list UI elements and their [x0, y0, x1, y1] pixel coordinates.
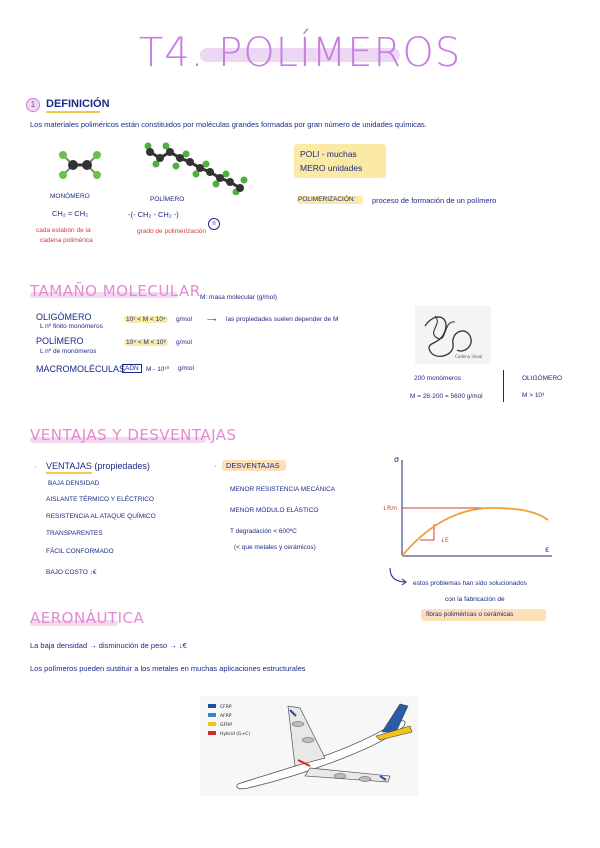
aero-heading: AERONÁUTICA	[30, 609, 145, 627]
right-b: M = 28·200 = 5600 g/mol	[410, 393, 483, 400]
curved-arrow-icon	[386, 566, 410, 586]
aero-line2: Los polímeros pueden sustituir a los metales en muchas aplicaciones estructurales	[30, 664, 306, 673]
polimerizacion-term: POLIMERIZACIÓN:	[298, 196, 356, 203]
ventaja-item: BAJO COSTO ↓€	[46, 569, 97, 576]
monomer-note-line2: cadena polimérica	[40, 237, 93, 244]
monomer-formula: CH₂ = CH₂	[52, 209, 89, 218]
right-c: OLIGÓMERO	[522, 375, 563, 382]
tamano-heading: TAMAÑO MOLECULAR	[30, 282, 201, 300]
definition-heading: DEFINICIÓN	[46, 98, 110, 110]
divider	[503, 370, 504, 402]
macro-range: M - 10¹⁰	[146, 366, 170, 373]
legend-gfrp: GFRP	[220, 723, 232, 728]
oligomero-range: 10² < M < 10⁴	[126, 316, 166, 323]
graph-e-label: ↓E	[440, 537, 449, 544]
polymer-note: grado de polimerización	[137, 228, 207, 235]
polymer-n: n	[208, 218, 220, 230]
ventajas-title: VENTAJAS (propiedades)	[46, 461, 150, 471]
desventaja-item: (< que metales y cerámicos)	[234, 544, 316, 551]
coiled-chain-image	[415, 306, 491, 364]
heading-underline	[46, 111, 100, 113]
polimero-units: g/mol	[176, 339, 192, 346]
right-d: M > 10³	[522, 392, 545, 399]
polymer-molecule-image	[140, 140, 250, 195]
legend-cfrp: CFRP	[220, 705, 232, 710]
polimero-range: 10⁴ < M < 10⁶	[126, 339, 167, 346]
oligomero-label: OLIGÓMERO	[36, 312, 92, 322]
polimero-sub: L nº de monómeros	[40, 348, 97, 355]
monomer-note-line1: cada eslabón de la	[36, 227, 91, 234]
img-caption: Cadena lineal	[455, 354, 483, 359]
monomer-molecule-image	[55, 145, 105, 185]
graph-x-label: ε	[545, 545, 550, 554]
polimerizacion-text: proceso de formación de un polímero	[372, 196, 497, 205]
stress-strain-curve	[402, 508, 548, 556]
polimero-label: POLÍMERO	[36, 336, 84, 346]
desventaja-item: MENOR RESISTENCIA MECÁNICA	[230, 486, 336, 493]
legend-hybrid: Hybrid (G+C)	[220, 732, 251, 737]
macro-label: MACROMOLÉCULAS	[36, 364, 126, 374]
m-definition: M: masa molecular (g/mol)	[200, 294, 277, 301]
graph-y-label: σ	[394, 455, 400, 464]
ventaja-item: BAJA DENSIDAD	[48, 480, 100, 487]
oligomero-note: las propiedades suelen depender de M	[226, 316, 339, 323]
desventaja-item: MENOR MÓDULO ELÁSTICO	[230, 507, 319, 514]
graph-rm-label: ↓Rm	[382, 505, 398, 512]
ventajas-heading: VENTAJAS Y DESVENTAJAS	[30, 426, 237, 444]
aero-line1: La baja densidad → disminución de peso → ↓€	[30, 641, 187, 650]
title-underline	[46, 472, 92, 474]
desventaja-item: T degradación < 600ºC	[230, 528, 297, 535]
legend-afrp: AFRP	[220, 714, 232, 719]
mero-line: MERO unidades	[300, 163, 363, 173]
right-a: 200 monómeros	[414, 375, 461, 382]
desventajas-title: DESVENTAJAS	[226, 461, 280, 470]
stress-strain-graph	[382, 452, 558, 564]
ventaja-item: TRANSPARENTES	[46, 530, 103, 537]
airplane-composites-image	[200, 696, 418, 796]
monomer-label: MONÓMERO	[50, 193, 90, 200]
ventaja-item: AISLANTE TÉRMICO Y ELÉCTRICO	[46, 496, 154, 503]
polymer-formula: -(- CH₂ - CH₂ -)	[128, 210, 179, 219]
macro-units: g/mol	[178, 365, 194, 372]
bullet: ·	[34, 462, 37, 471]
page-title: T4. POLÍMEROS	[138, 30, 462, 76]
oligomero-units: g/mol	[176, 316, 192, 323]
oligomero-sub: L nº finito monómeros	[40, 323, 103, 330]
poli-line: POLI - muchas	[300, 149, 357, 159]
ventaja-item: RESISTENCIA AL ATAQUE QUÍMICO	[46, 513, 156, 520]
macro-box: ADN	[122, 364, 142, 373]
note-line1: estos problemas han sido solucionados	[413, 580, 527, 587]
note-line3: fibras poliméricas o cerámicas	[426, 611, 514, 618]
bullet: ·	[214, 461, 217, 470]
polymer-label: POLÍMERO	[150, 196, 185, 203]
ventaja-item: FÁCIL CONFORMADO	[46, 548, 114, 555]
section-number: 1	[26, 98, 40, 112]
note-line2: con la fabricación de	[445, 596, 505, 603]
definition-text: Los materiales poliméricos están constituidos por moléculas grandes formadas por gran número de unidades químicas.	[30, 120, 427, 129]
arrow-icon: ⟶	[207, 317, 217, 324]
